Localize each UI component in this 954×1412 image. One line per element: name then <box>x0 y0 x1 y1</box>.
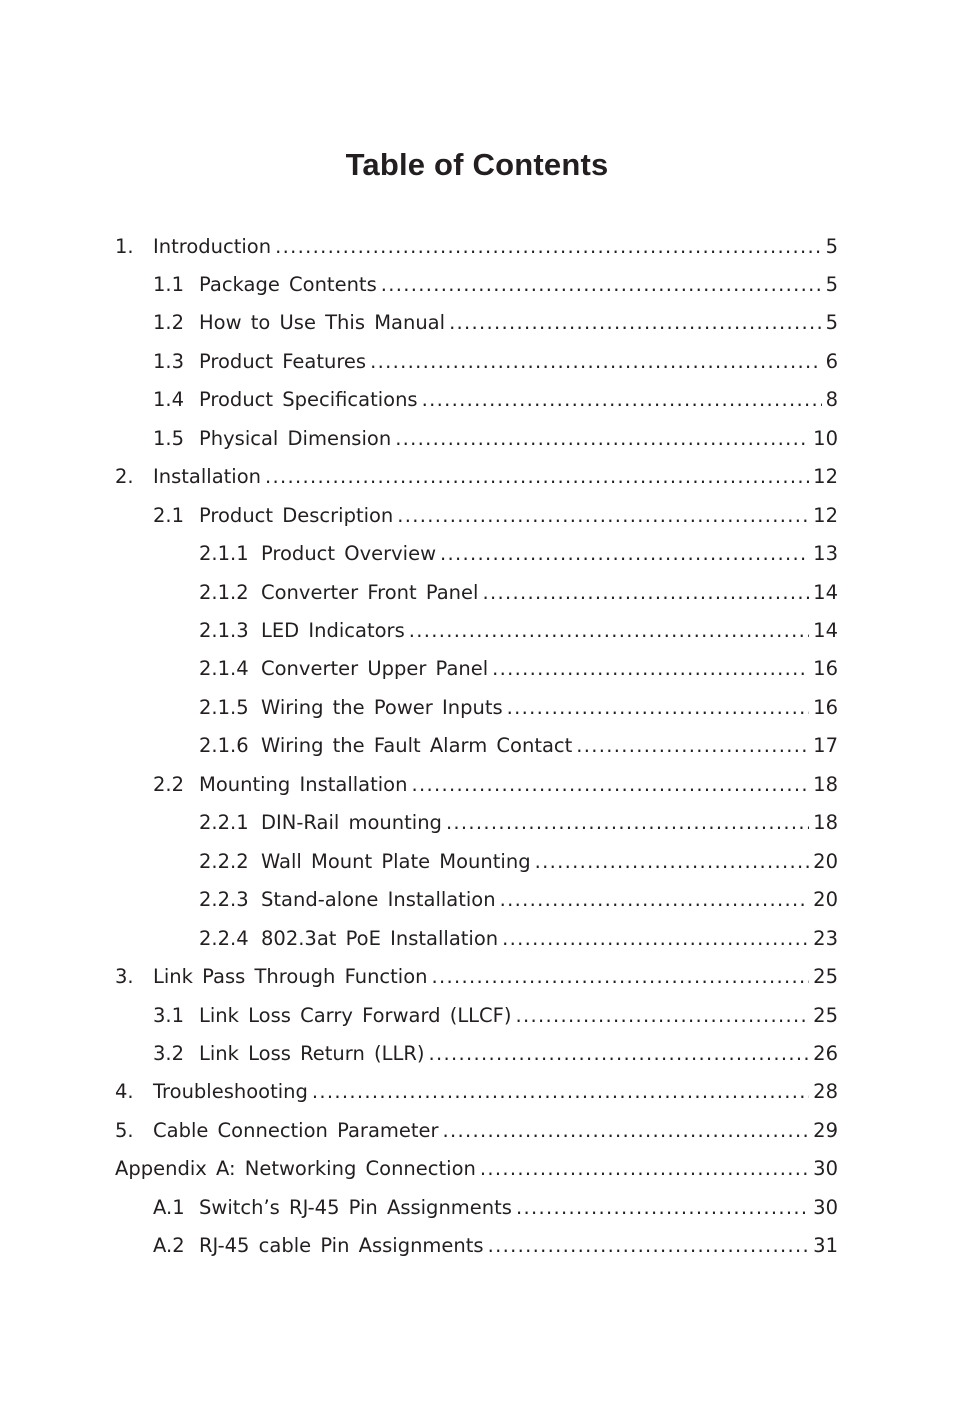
toc-dot-leader <box>397 504 809 527</box>
toc-entry-number: 2.2 <box>153 772 185 796</box>
toc-entry-label: RJ-45 cable Pin Assignments <box>199 1234 484 1258</box>
toc-entry[interactable] <box>199 535 838 573</box>
toc-entry-number: 1.2 <box>153 311 185 335</box>
toc-entry[interactable] <box>115 1111 838 1149</box>
toc-entry-label: Wiring the Fault Alarm Contact <box>261 734 573 758</box>
toc-entry-number: 2.2.3 <box>199 888 249 912</box>
toc-entry-label: Mounting Installation <box>199 772 408 796</box>
toc-dot-leader <box>480 1157 809 1180</box>
toc-entry-number: 1.5 <box>153 426 185 450</box>
toc-entry-label: Physical Dimension <box>199 426 392 450</box>
toc-entry[interactable] <box>199 612 838 650</box>
toc-entry[interactable] <box>153 1188 838 1226</box>
toc-entry[interactable] <box>199 842 838 880</box>
toc-entry-label: Product Features <box>199 349 367 373</box>
toc-page-number: 5 <box>825 311 838 335</box>
toc-entry-label: Product Overview <box>261 542 437 566</box>
toc-page-number: 16 <box>813 657 838 681</box>
toc-entry[interactable] <box>153 496 838 534</box>
toc-entry-number: 2.1.6 <box>199 734 249 758</box>
toc-entry-number: 1. <box>115 234 134 258</box>
toc-entry-number: 1.1 <box>153 272 185 296</box>
toc-entry-number: A.2 <box>153 1234 185 1258</box>
toc-dot-leader <box>443 1119 810 1142</box>
toc-entry-label: Stand-alone Installation <box>261 888 496 912</box>
toc-dot-leader <box>275 235 821 258</box>
toc-entry-label: Installation <box>153 465 262 489</box>
toc-page-number: 18 <box>813 772 838 796</box>
toc-dot-leader <box>516 1196 809 1219</box>
toc-entry-label: Appendix A: Networking Connection <box>115 1157 476 1181</box>
toc-page-number: 29 <box>813 1118 838 1142</box>
toc-entry-label: Link Pass Through Function <box>153 965 428 989</box>
toc-page-number: 14 <box>813 580 838 604</box>
toc-dot-leader <box>500 888 810 911</box>
toc-page-number: 31 <box>813 1234 838 1258</box>
toc-page-number: 20 <box>813 888 838 912</box>
toc-entry-number: 2.2.4 <box>199 926 249 950</box>
toc-entry[interactable] <box>199 919 838 957</box>
toc-page-number: 30 <box>813 1195 838 1219</box>
toc-entry-number: 2.1.3 <box>199 619 249 642</box>
toc-entry-label: Package Contents <box>199 272 377 296</box>
toc-entry-number: 3.2 <box>153 1041 185 1065</box>
toc-dot-leader <box>432 965 810 988</box>
toc-entry-label: Link Loss Return (LLR) <box>199 1041 425 1065</box>
toc-dot-leader <box>516 1004 810 1027</box>
toc-entry-label: Wiring the Power Inputs <box>261 695 503 719</box>
toc-entry-label: 802.3at PoE Installation <box>261 926 499 950</box>
toc-entry-label: DIN-Rail mounting <box>261 811 442 835</box>
toc-dot-leader <box>312 1080 809 1103</box>
toc-entry-number: 1.4 <box>153 388 185 412</box>
toc-dot-leader <box>395 427 809 450</box>
toc-entry-number: 4. <box>115 1080 134 1104</box>
toc-entry-number: 2. <box>115 465 134 489</box>
toc-entry-label: Wall Mount Plate Mounting <box>261 849 531 873</box>
toc-dot-leader <box>576 734 809 757</box>
toc-entry[interactable] <box>153 1034 838 1072</box>
toc-dot-leader <box>409 619 809 642</box>
toc-entry-number: 2.1.4 <box>199 657 249 681</box>
toc-entry-label: Switch’s RJ-45 Pin Assignments <box>199 1195 512 1219</box>
toc-entry-label: Converter Front Panel <box>261 580 479 604</box>
toc-entry[interactable] <box>153 342 838 380</box>
toc-entry-label: Cable Connection Parameter <box>153 1118 439 1142</box>
toc-entry-number: 2.1.5 <box>199 695 249 719</box>
toc-page-number: 5 <box>825 234 838 258</box>
toc-entry-label: LED Indicators <box>261 619 405 642</box>
toc-dot-leader <box>449 311 822 334</box>
toc-entry-number: 5. <box>115 1118 134 1142</box>
toc-entry-number: 2.2.2 <box>199 849 249 873</box>
toc-dot-leader <box>265 465 809 488</box>
toc-dot-leader <box>370 350 821 373</box>
toc-page-number: 28 <box>813 1080 838 1104</box>
toc-entry[interactable] <box>153 419 838 457</box>
toc-entry[interactable] <box>199 688 838 726</box>
toc-entry-number: 3. <box>115 965 134 989</box>
toc-entry[interactable] <box>115 958 838 996</box>
toc-dot-leader <box>502 927 809 950</box>
toc-dot-leader <box>488 1234 810 1257</box>
toc-entry-number: 2.1 <box>153 503 185 527</box>
toc-page-number: 12 <box>813 503 838 527</box>
toc-entry[interactable] <box>153 1227 838 1265</box>
toc-entry[interactable] <box>199 804 838 842</box>
toc-page-number: 30 <box>813 1157 838 1181</box>
toc-entry-label: Troubleshooting <box>153 1080 308 1104</box>
toc-page-number: 23 <box>813 926 838 950</box>
toc-dot-leader <box>422 388 822 411</box>
toc-entry-number: 2.1.1 <box>199 542 249 566</box>
toc-entry[interactable] <box>199 650 838 688</box>
toc-entry[interactable] <box>153 381 838 419</box>
toc-entry[interactable] <box>199 573 838 611</box>
toc-dot-leader <box>535 850 810 873</box>
toc-page-number: 25 <box>813 1003 838 1027</box>
toc-page-number: 18 <box>813 811 838 835</box>
toc-page-number: 13 <box>813 542 838 566</box>
toc-page-number: 12 <box>813 465 838 489</box>
toc-page-number: 26 <box>813 1041 838 1065</box>
toc-entry[interactable] <box>153 996 838 1034</box>
toc-entry-label: How to Use This Manual <box>199 311 446 335</box>
toc-page-number: 6 <box>825 349 838 373</box>
toc-entry-label: Introduction <box>153 234 272 258</box>
toc-entry-label: Link Loss Carry Forward (LLCF) <box>199 1003 512 1027</box>
toc-dot-leader <box>440 542 809 565</box>
toc-page-number: 25 <box>813 965 838 989</box>
toc-entry[interactable] <box>153 265 838 303</box>
toc-entry[interactable] <box>115 227 838 265</box>
toc-entry-label: Product Description <box>199 503 394 527</box>
page-title: Table of Contents <box>345 147 609 182</box>
toc-entry-label: Product Specifications <box>199 388 418 412</box>
toc-entry[interactable] <box>115 458 838 496</box>
toc-page-number: 8 <box>825 388 838 412</box>
toc-page-number: 20 <box>813 849 838 873</box>
toc-entry[interactable] <box>199 727 838 765</box>
toc-entry-number: A.1 <box>153 1195 185 1219</box>
toc-entry[interactable] <box>153 304 838 342</box>
toc-dot-leader <box>492 657 809 680</box>
toc-dot-leader <box>429 1042 810 1065</box>
toc-dot-leader <box>381 273 822 296</box>
toc-entry[interactable] <box>199 881 838 919</box>
toc-entry-number: 1.3 <box>153 349 185 373</box>
toc-entry[interactable] <box>153 765 838 803</box>
toc-entry-number: 3.1 <box>153 1003 185 1027</box>
toc-entry[interactable] <box>115 1150 838 1188</box>
toc-page-number: 5 <box>825 272 838 296</box>
toc-entry-number: 2.2.1 <box>199 811 249 835</box>
toc-entry[interactable] <box>115 1073 838 1111</box>
toc-page-number: 14 <box>813 619 838 642</box>
toc-dot-leader <box>482 581 809 604</box>
toc-page-number: 17 <box>813 734 838 758</box>
toc-entry-label: Converter Upper Panel <box>261 657 489 681</box>
toc-page-number: 16 <box>813 695 838 719</box>
toc-entry-number: 2.1.2 <box>199 580 249 604</box>
toc-dot-leader <box>411 773 809 796</box>
toc-dot-leader <box>446 811 809 834</box>
toc-dot-leader <box>507 696 810 719</box>
toc-page-number: 10 <box>813 426 838 450</box>
